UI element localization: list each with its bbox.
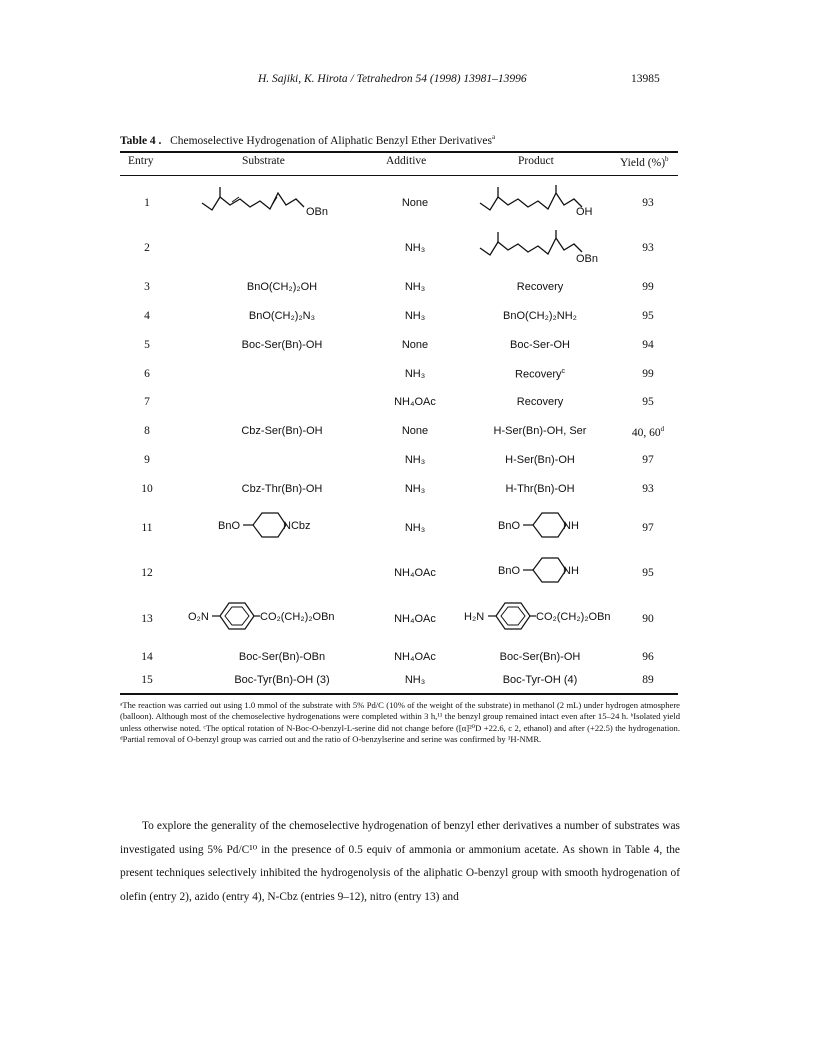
table-row <box>120 310 678 330</box>
page-number: 13985 <box>631 73 660 85</box>
yield-cell: 95 <box>642 567 654 579</box>
product-cell: H-Thr(Bn)-OH <box>505 483 575 495</box>
additive-cell: NH₃ <box>404 281 426 293</box>
footnote-mark: c <box>561 368 565 375</box>
entry-number: 14 <box>141 651 153 663</box>
entry-number: 9 <box>144 454 150 466</box>
additive-cell: NH₄OAc <box>394 613 436 625</box>
body-paragraph: To explore the generality of the chemoselective hydrogenation of benzyl ether derivatives a number of substrates was investigated using 5% Pd/C¹⁰ in the presence of 0.5 equiv of ammonia or ammonium acetate. As shown in Table 4, the present techniques selectively inhibited the hydrogenolysis of the aliphatic O-benzyl group with smooth hydrogenation of olefin (entry 2), azido (entry 4), N-Cbz (entries 9–12), nitro (entry 13) and <box>120 820 680 903</box>
additive-cell: None <box>401 339 429 351</box>
bno-label: BnO <box>498 565 521 577</box>
entry-number: 7 <box>144 396 150 408</box>
product-cell: H-Ser(Bn)-OH, Ser <box>493 425 587 437</box>
product-structure-alcohol <box>478 185 628 223</box>
substrate-structure-cbz-piperidine <box>216 507 326 543</box>
bno-label: BnO <box>498 520 521 532</box>
product-structure-saturated-benzyl-ether <box>478 230 628 268</box>
table-footnotes: ᵃThe reaction was carried out using 1.0 mmol of the substrate with 5% Pd/C (10% of the weight of the substrate) in methanol (2 mL) under hydrogen atmosphere (balloon). Although most of the chemoselective hydrogenations were completed within 3 h,¹¹ the benzyl group remained intact even after 15–24 h. ᵇIsolated yield unless otherwise noted. ᶜThe optical rotation of N-Boc-O-benzyl-L-serine did not change before ([α]²⁰D +22.6, c 2, ethanol) and after (+22.5) the hydrogenation. ᵈPartial removal of O-benzyl group was carried out and the ratio of O-benzylserine and serine was confirmed by ¹H-NMR. <box>120 700 680 745</box>
yield-cell: 94 <box>642 339 654 351</box>
additive-cell: NH₃ <box>404 522 426 534</box>
substrate-cell: Boc-Tyr(Bn)-OH (3) <box>234 674 330 686</box>
entry-number: 11 <box>141 522 153 534</box>
column-header-yield-mark: b <box>665 155 669 163</box>
footnote-mark: d <box>660 425 665 433</box>
entry-number: 6 <box>144 368 150 380</box>
entry-number: 1 <box>144 197 150 209</box>
table-title-footnote-mark: a <box>491 133 496 141</box>
table-caption <box>120 133 495 147</box>
column-header-additive: Additive <box>386 155 427 167</box>
product-structure-piperidine <box>496 552 586 588</box>
product-cell: Recovery <box>516 281 564 293</box>
table-bottom-rule <box>120 693 678 695</box>
entry-number: 12 <box>141 567 153 579</box>
additive-cell: NH₄OAc <box>394 651 436 663</box>
yield-cell: 97 <box>642 454 654 466</box>
o2n-label: O₂N <box>188 611 209 623</box>
substrate-cell: Cbz-Thr(Bn)-OH <box>241 483 323 495</box>
yield-cell: 99 <box>642 368 654 380</box>
additive-cell: NH₃ <box>404 454 426 466</box>
additive-cell: NH₃ <box>404 242 426 254</box>
product-cell: Boc-Tyr-OH (4) <box>502 674 578 686</box>
nh-label: NH <box>563 565 579 577</box>
entry-number: 4 <box>144 310 150 322</box>
table-row <box>120 281 678 301</box>
yield-text: 40, 60 <box>631 426 661 439</box>
entry-number: 2 <box>144 242 150 254</box>
substrate-cell: Boc-Ser(Bn)-OBn <box>238 651 326 663</box>
yield-cell: 93 <box>642 197 654 209</box>
yield-cell: 95 <box>642 396 654 408</box>
obn-label: OBn <box>306 206 329 218</box>
substrate-cell: BnO(CH₂)₂OH <box>246 281 318 293</box>
yield-cell: 89 <box>642 674 654 686</box>
additive-cell: NH₃ <box>404 483 426 495</box>
substrate-cell: BnO(CH₂)₂N₃ <box>248 310 316 322</box>
substrate-structure-nitrobenzoate <box>186 598 356 634</box>
bno-label: BnO <box>218 520 241 532</box>
entry-number: 15 <box>141 674 153 686</box>
additive-cell: None <box>401 197 429 209</box>
obn-label: OBn <box>576 253 599 265</box>
ncbz-label: NCbz <box>283 520 311 532</box>
yield-cell: 93 <box>642 483 654 495</box>
table-row <box>120 483 678 503</box>
table-top-rule <box>120 151 678 153</box>
table-row <box>120 425 678 445</box>
table-row <box>120 368 678 388</box>
table-row <box>120 454 678 474</box>
additive-cell: NH₃ <box>404 368 426 380</box>
additive-cell: None <box>401 425 429 437</box>
substrate-cell: Boc-Ser(Bn)-OH <box>241 339 323 351</box>
yield-cell: 96 <box>642 651 654 663</box>
entry-number: 13 <box>141 613 153 625</box>
table-row <box>120 567 678 587</box>
table-header-rule <box>120 175 678 176</box>
nh-label: NH <box>563 520 579 532</box>
journal-reference: H. Sajiki, K. Hirota / Tetrahedron 54 (1998) 13981–13996 <box>258 73 527 85</box>
entry-number: 8 <box>144 425 150 437</box>
yield-cell: 95 <box>642 310 654 322</box>
table-row <box>120 396 678 416</box>
column-header-product: Product <box>518 155 554 167</box>
additive-cell: NH₃ <box>404 310 426 322</box>
entry-number: 5 <box>144 339 150 351</box>
column-header-entry: Entry <box>128 155 154 167</box>
product-text: Recovery <box>515 368 562 381</box>
table-row <box>120 674 678 694</box>
substrate-cell: Cbz-Ser(Bn)-OH <box>241 425 323 437</box>
additive-cell: NH₄OAc <box>394 567 436 579</box>
product-cell: H-Ser(Bn)-OH <box>505 454 575 466</box>
product-cell: Boc-Ser(Bn)-OH <box>499 651 581 663</box>
product-cell: BnO(CH₂)₂NH₂ <box>503 310 577 322</box>
column-header-yield-label: Yield (%) <box>620 156 666 169</box>
table-row <box>120 522 678 542</box>
yield-cell: 99 <box>642 281 654 293</box>
entry-number: 3 <box>144 281 150 293</box>
product-cell: Recovery <box>516 396 564 408</box>
yield-cell: 93 <box>642 242 654 254</box>
ester-label: CO₂(CH₂)₂OBn <box>260 611 335 623</box>
table-title: Chemoselective Hydrogenation of Aliphatic Benzyl Ether Derivatives <box>170 134 492 147</box>
table-label: Table 4 . <box>120 134 162 147</box>
column-header-yield <box>620 155 669 169</box>
entry-number: 10 <box>141 483 153 495</box>
column-header-substrate: Substrate <box>242 155 285 167</box>
yield-cell <box>620 425 676 439</box>
oh-label: OH <box>576 206 593 218</box>
substrate-structure-geranyl-benzyl-ether <box>200 185 350 223</box>
table-row <box>120 339 678 359</box>
yield-cell: 90 <box>642 613 654 625</box>
table-row <box>120 651 678 671</box>
yield-cell: 97 <box>642 522 654 534</box>
running-header <box>0 73 816 91</box>
product-cell <box>460 368 620 381</box>
additive-cell: NH₃ <box>404 674 426 686</box>
product-structure-piperidine <box>496 507 586 543</box>
h2n-label: H₂N <box>464 611 485 623</box>
additive-cell: NH₄OAc <box>394 396 436 408</box>
body-text <box>120 815 680 909</box>
ester-label: CO₂(CH₂)₂OBn <box>536 611 611 623</box>
product-cell: Boc-Ser-OH <box>510 339 570 351</box>
product-structure-aminobenzoate <box>462 598 632 634</box>
